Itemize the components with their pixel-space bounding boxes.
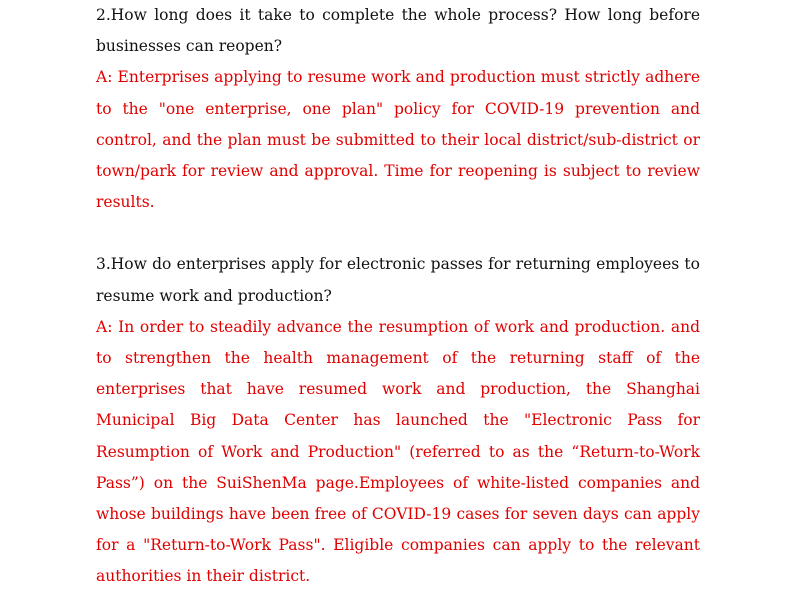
section-spacer (96, 218, 700, 249)
faq-item-3 (96, 249, 700, 592)
faq-document (96, 0, 700, 593)
faq-item-2 (96, 0, 700, 218)
faq-answer: A: Enterprises applying to resume work and production must strictly adhere to the "one enterprise, one plan" policy for COVID-19 prevention and control, and the plan must be submitted to their local district/sub-district or town/park for review and approval. Time for reopening is subject to review results. (96, 68, 700, 212)
faq-answer: A: In order to steadily advance the resumption of work and production. and to strengthen the health management of the returning staff of the enterprises that have resumed work and production, the Shanghai Municipal Big Data Center has launched the "Electronic Pass for Resumption of Work and Production" (referred to as the “Return-to-Work Pass”) on the SuiShenMa page.Employees of white-listed companies and whose buildings have been free of COVID-19 cases for seven days can apply for a "Return-to-Work Pass". Eligible companies can apply to the relevant authorities in their district. (96, 317, 700, 586)
faq-question: 2.How long does it take to complete the whole process? How long before businesses can reopen? (96, 6, 700, 56)
faq-question: 3.How do enterprises apply for electronic passes for returning employees to resume work and production? (96, 255, 700, 305)
